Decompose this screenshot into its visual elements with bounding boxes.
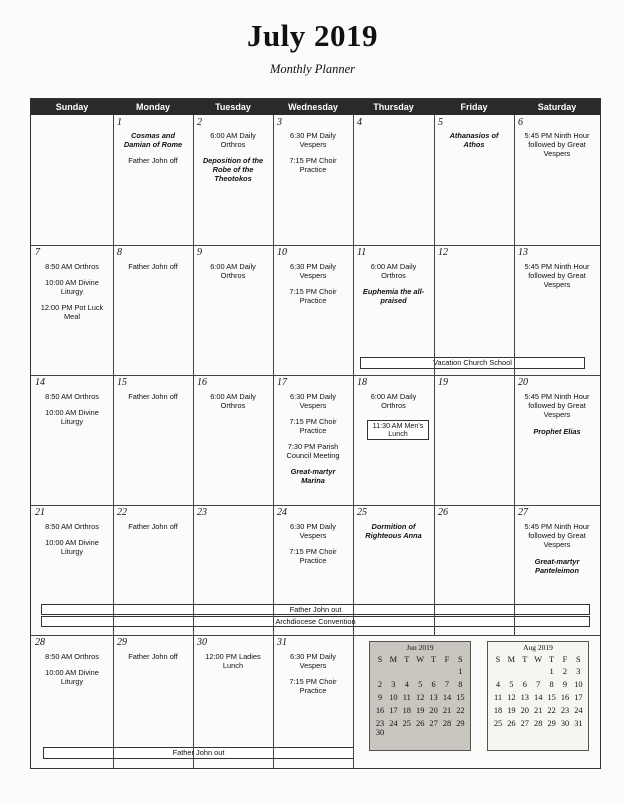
- grid-line: [31, 635, 600, 636]
- day-number: 11: [357, 247, 367, 258]
- event-item: 12:00 PM Ladies Lunch: [205, 652, 261, 671]
- mini-date: 19: [507, 706, 516, 715]
- mini-date: 7: [444, 680, 450, 689]
- mini-date: 4: [495, 680, 501, 689]
- mini-weekday: T: [549, 655, 555, 664]
- mini-date: 3: [576, 667, 581, 676]
- mini-date: 18: [402, 706, 411, 715]
- weekday-header: Monday: [113, 99, 193, 115]
- day-number: 17: [277, 377, 287, 388]
- event-item: 7:15 PM Choir Practice: [289, 417, 337, 436]
- mini-weekday: W: [534, 655, 543, 664]
- day-number: 31: [277, 637, 287, 648]
- event-box-mens-lunch: 11:30 AM Men's Lunch: [367, 420, 429, 440]
- mini-date: 26: [416, 719, 425, 728]
- event-bar-father-john-out: Father John out: [41, 604, 590, 615]
- mini-date: 12: [416, 693, 425, 702]
- mini-date: 8: [549, 680, 554, 689]
- grid-line: [514, 115, 515, 635]
- feast-label: Cosmas and Damian of Rome: [123, 131, 183, 150]
- mini-weekday: S: [377, 655, 383, 664]
- mini-date: 5: [418, 680, 423, 689]
- day-number: 24: [277, 507, 287, 518]
- event-item: 5:45 PM Ninth Hour followed by Great Vespers: [524, 392, 590, 420]
- event-item: Father John off: [128, 262, 178, 271]
- weekday-header: Thursday: [353, 99, 434, 115]
- mini-date: 19: [416, 706, 425, 715]
- day-number: 25: [357, 507, 367, 518]
- event-item: 6:30 PM Daily Vespers: [289, 131, 336, 150]
- mini-date: 16: [560, 693, 570, 702]
- event-item: 6:00 AM Daily Orthros: [210, 131, 256, 150]
- day-number: 14: [35, 377, 45, 388]
- day-number: 5: [438, 117, 443, 128]
- mini-calendar-title: Jun 2019: [406, 643, 434, 652]
- event-item: Father John off: [128, 392, 178, 401]
- mini-date: 16: [375, 706, 385, 715]
- day-number: 12: [438, 247, 448, 258]
- mini-date: 21: [534, 706, 543, 715]
- event-item: Father John off: [128, 156, 178, 165]
- event-item: 6:30 PM Daily Vespers: [289, 652, 336, 671]
- event-item: 8:50 AM Orthros: [45, 392, 99, 401]
- mini-weekday: T: [522, 655, 528, 664]
- mini-weekday: S: [576, 655, 581, 664]
- mini-date: 28: [534, 719, 543, 728]
- mini-date: 6: [522, 680, 527, 689]
- page-subtitle: Monthly Planner: [269, 62, 356, 76]
- day-number: 30: [197, 637, 207, 648]
- event-item: 5:45 PM Ninth Hour followed by Great Vespers: [524, 522, 590, 550]
- day-number: 21: [35, 507, 45, 518]
- mini-date: 2: [562, 667, 568, 676]
- day-number: 26: [438, 507, 448, 518]
- event-item: 5:45 PM Ninth Hour followed by Great Vespers: [524, 131, 590, 159]
- mini-date: 3: [391, 680, 396, 689]
- mini-date: 23: [560, 706, 570, 715]
- event-item: 6:30 PM Daily Vespers: [289, 392, 336, 411]
- mini-date: 30: [375, 728, 385, 737]
- mini-date: 1: [458, 667, 463, 676]
- day-number: 3: [277, 117, 282, 128]
- event-item: 6:30 PM Daily Vespers: [289, 262, 336, 281]
- day-number: 8: [117, 247, 122, 258]
- day-number: 6: [518, 117, 523, 128]
- day-number: 22: [117, 507, 127, 518]
- event-bar-vacation-church-school: Vacation Church School: [360, 357, 585, 369]
- mini-calendar: [487, 641, 589, 751]
- mini-date: 15: [456, 693, 465, 702]
- event-item: 6:00 AM Daily Orthros: [210, 392, 256, 411]
- event-bar-archdiocese-convention: Archdiocese Convention: [41, 616, 590, 627]
- mini-date: 29: [456, 719, 465, 728]
- grid-line: [353, 635, 354, 768]
- mini-date: 9: [562, 680, 568, 689]
- calendar-grid: [30, 98, 601, 769]
- mini-date: 18: [493, 706, 503, 715]
- day-number: 16: [197, 377, 207, 388]
- mini-date: 11: [402, 693, 411, 702]
- day-number: 2: [197, 117, 202, 128]
- mini-date: 25: [493, 719, 503, 728]
- mini-weekday: M: [389, 655, 398, 664]
- day-number: 13: [518, 247, 528, 258]
- weekday-header: Saturday: [514, 99, 600, 115]
- day-number: 7: [35, 247, 40, 258]
- mini-date: 13: [429, 693, 438, 702]
- event-item: Father John off: [128, 522, 178, 531]
- mini-date: 14: [442, 693, 452, 702]
- mini-date: 22: [456, 706, 465, 715]
- mini-date: 9: [377, 693, 383, 702]
- mini-date: 13: [520, 693, 529, 702]
- feast-label: Prophet Elias: [533, 427, 581, 436]
- mini-date: 12: [507, 693, 516, 702]
- mini-date: 31: [574, 719, 583, 728]
- mini-weekday: W: [416, 655, 425, 664]
- mini-date: 10: [574, 680, 583, 689]
- feast-label: Athanasios of Athos: [449, 131, 499, 150]
- mini-weekday: T: [404, 655, 410, 664]
- grid-line: [113, 115, 114, 768]
- event-item: 8:50 AM Orthros: [45, 652, 99, 661]
- mini-date: 1: [549, 667, 554, 676]
- weekday-header: Tuesday: [193, 99, 273, 115]
- day-number: 20: [518, 377, 528, 388]
- mini-calendar: [369, 641, 471, 751]
- mini-date: 24: [389, 719, 398, 728]
- mini-date: 10: [389, 693, 398, 702]
- mini-date: 5: [509, 680, 514, 689]
- event-item: Father John off: [128, 652, 178, 661]
- mini-weekday: F: [444, 655, 450, 664]
- day-number: 15: [117, 377, 127, 388]
- day-number: 10: [277, 247, 287, 258]
- event-item: 6:00 AM Daily Orthros: [370, 392, 417, 411]
- mini-date: 14: [534, 693, 543, 702]
- day-number: 9: [197, 247, 202, 258]
- mini-date: 27: [429, 719, 438, 728]
- event-item: 6:30 PM Daily Vespers: [289, 522, 336, 541]
- mini-date: 2: [377, 680, 383, 689]
- mini-date: 17: [389, 706, 398, 715]
- mini-date: 15: [547, 693, 556, 702]
- feast-label: Dormition of Righteous Anna: [365, 522, 422, 541]
- mini-date: 11: [493, 693, 503, 702]
- event-item: 10:00 AM Divine Liturgy: [45, 278, 99, 297]
- mini-weekday: S: [495, 655, 501, 664]
- day-number: 18: [357, 377, 367, 388]
- grid-line: [273, 115, 274, 768]
- event-bar-father-john-out: Father John out: [43, 747, 354, 759]
- event-item: 6:00 AM Daily Orthros: [210, 262, 256, 281]
- day-number: 27: [518, 507, 528, 518]
- event-item: 8:50 AM Orthros: [45, 522, 99, 531]
- mini-date: 23: [375, 719, 385, 728]
- event-item: 10:00 AM Divine Liturgy: [45, 538, 99, 557]
- mini-date: 30: [560, 719, 570, 728]
- event-item: 12:00 PM Pot Luck Meal: [40, 303, 104, 322]
- mini-calendar-title: Aug 2019: [523, 643, 553, 652]
- page-title: July 2019: [246, 18, 379, 53]
- feast-label: Great-martyr Panteleimon: [534, 557, 580, 576]
- weekday-header: Wednesday: [273, 99, 353, 115]
- event-item: 8:50 AM Orthros: [45, 262, 99, 271]
- mini-date: 7: [536, 680, 541, 689]
- event-item: 6:00 AM Daily Orthros: [370, 262, 417, 281]
- event-item: 10:00 AM Divine Liturgy: [45, 668, 99, 687]
- mini-date: 28: [442, 719, 452, 728]
- mini-weekday: S: [458, 655, 463, 664]
- day-number: 1: [117, 117, 122, 128]
- feast-label: Great-martyr Marina: [290, 467, 336, 486]
- mini-date: 24: [574, 706, 583, 715]
- grid-line: [193, 115, 194, 768]
- day-number: 19: [438, 377, 448, 388]
- grid-line: [434, 115, 435, 635]
- mini-weekday: T: [431, 655, 437, 664]
- mini-date: 20: [429, 706, 438, 715]
- feast-label: Euphemia the all-praised: [362, 287, 425, 306]
- day-number: 23: [197, 507, 207, 518]
- mini-date: 29: [547, 719, 556, 728]
- feast-label: Deposition of the Robe of the Theotokos: [202, 156, 264, 184]
- mini-date: 17: [574, 693, 583, 702]
- day-number: 28: [35, 637, 45, 648]
- mini-date: 6: [431, 680, 436, 689]
- mini-date: 20: [520, 706, 529, 715]
- event-item: 10:00 AM Divine Liturgy: [45, 408, 99, 427]
- mini-date: 26: [507, 719, 516, 728]
- mini-weekday: M: [507, 655, 516, 664]
- weekday-header: Sunday: [31, 99, 113, 115]
- event-item: 7:15 PM Choir Practice: [289, 156, 337, 175]
- weekday-header: Friday: [434, 99, 514, 115]
- mini-date: 4: [404, 680, 409, 689]
- day-number: 4: [357, 117, 362, 128]
- event-item: 7:15 PM Choir Practice: [289, 677, 337, 696]
- mini-date: 25: [402, 719, 411, 728]
- day-number: 29: [117, 637, 127, 648]
- event-item: 7:30 PM Parish Council Meeting: [286, 442, 340, 461]
- event-item: 7:15 PM Choir Practice: [289, 287, 337, 306]
- mini-date: 22: [547, 706, 556, 715]
- mini-date: 27: [520, 719, 529, 728]
- event-item: 7:15 PM Choir Practice: [289, 547, 337, 566]
- event-item: 5:45 PM Ninth Hour followed by Great Vespers: [524, 262, 590, 290]
- mini-date: 8: [458, 680, 463, 689]
- mini-date: 21: [442, 706, 452, 715]
- mini-weekday: F: [562, 655, 568, 664]
